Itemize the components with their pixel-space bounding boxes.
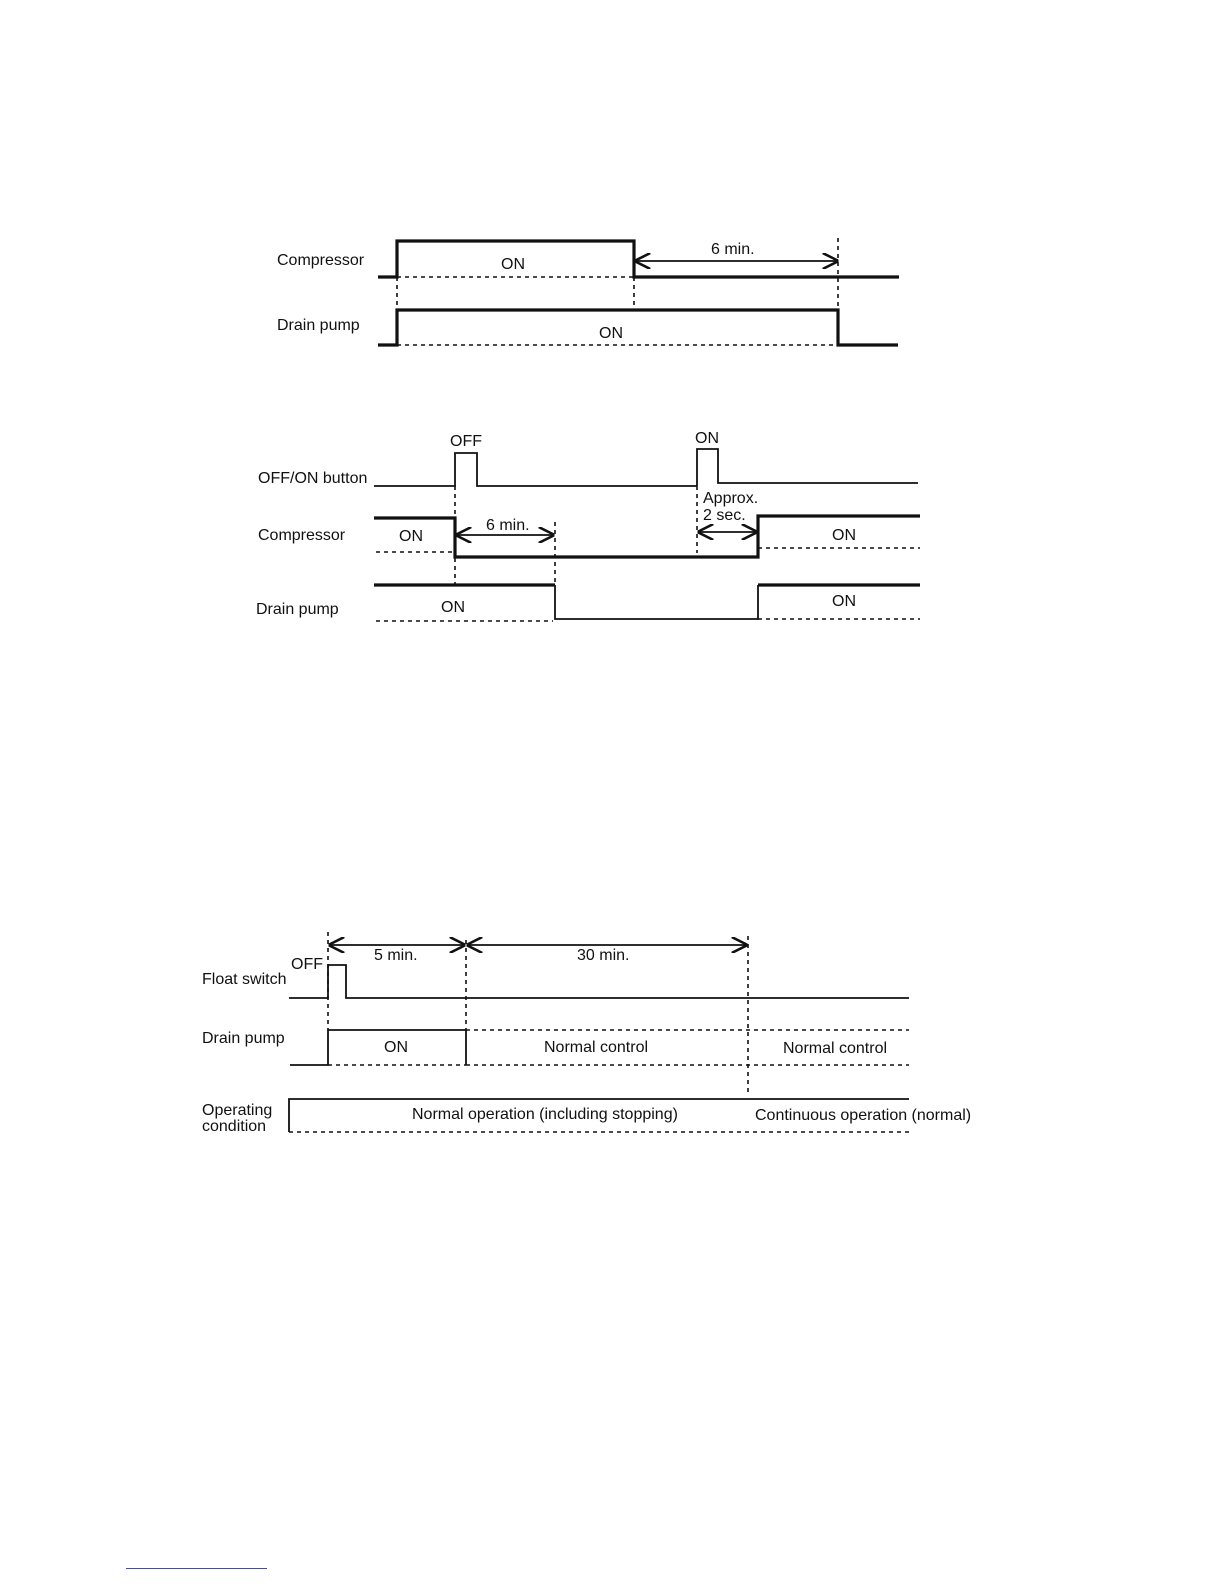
interval-5min-text: 5 min. — [374, 947, 418, 964]
drain-pump-on-text: ON — [599, 325, 623, 342]
button-signal-off — [374, 453, 697, 486]
drain-on-text: ON — [384, 1039, 408, 1056]
on-pulse-text: ON — [695, 430, 719, 447]
drain-on-right-text: ON — [832, 593, 856, 610]
off-pulse-text: OFF — [450, 433, 482, 450]
footer-rule — [126, 1568, 267, 1569]
normal-control-1-text: Normal control — [544, 1039, 649, 1056]
diagram-offon-button — [256, 430, 920, 621]
diagram-float-switch — [202, 932, 971, 1135]
compressor-label: Compressor — [258, 527, 346, 544]
drain-pump-label: Drain pump — [277, 317, 360, 334]
drain-pump-label: Drain pump — [256, 601, 339, 618]
normal-control-2-text: Normal control — [783, 1040, 888, 1057]
offon-button-label: OFF/ON button — [258, 470, 368, 487]
compressor-signal — [378, 241, 899, 277]
drain-pump-signal — [290, 1030, 466, 1065]
operating-label-line2: condition — [202, 1118, 267, 1135]
off-pulse-text: OFF — [291, 956, 323, 973]
approx-text: Approx. — [703, 490, 759, 507]
normal-operation-text: Normal operation (including stopping) — [412, 1106, 678, 1123]
compressor-on-text: ON — [501, 256, 525, 273]
drain-pump-signal-mid — [555, 585, 758, 619]
float-switch-label: Float switch — [202, 971, 287, 988]
continuous-operation-text: Continuous operation (normal) — [755, 1107, 972, 1124]
drain-pump-label: Drain pump — [202, 1030, 285, 1047]
interval-6min-text: 6 min. — [711, 241, 755, 258]
interval-6min-text: 6 min. — [486, 517, 530, 534]
drain-pump-signal — [378, 310, 898, 345]
interval-30min-text: 30 min. — [577, 947, 630, 964]
compressor-label: Compressor — [277, 252, 365, 269]
drain-on-left-text: ON — [441, 599, 465, 616]
two-sec-text: 2 sec. — [703, 507, 746, 524]
compressor-on-left-text: ON — [399, 528, 423, 545]
float-switch-signal — [289, 965, 909, 998]
diagram-compressor-drain-pump — [277, 238, 899, 345]
compressor-on-right-text: ON — [832, 527, 856, 544]
button-signal-on — [697, 449, 918, 486]
operating-label-line1: Operating — [202, 1102, 273, 1119]
